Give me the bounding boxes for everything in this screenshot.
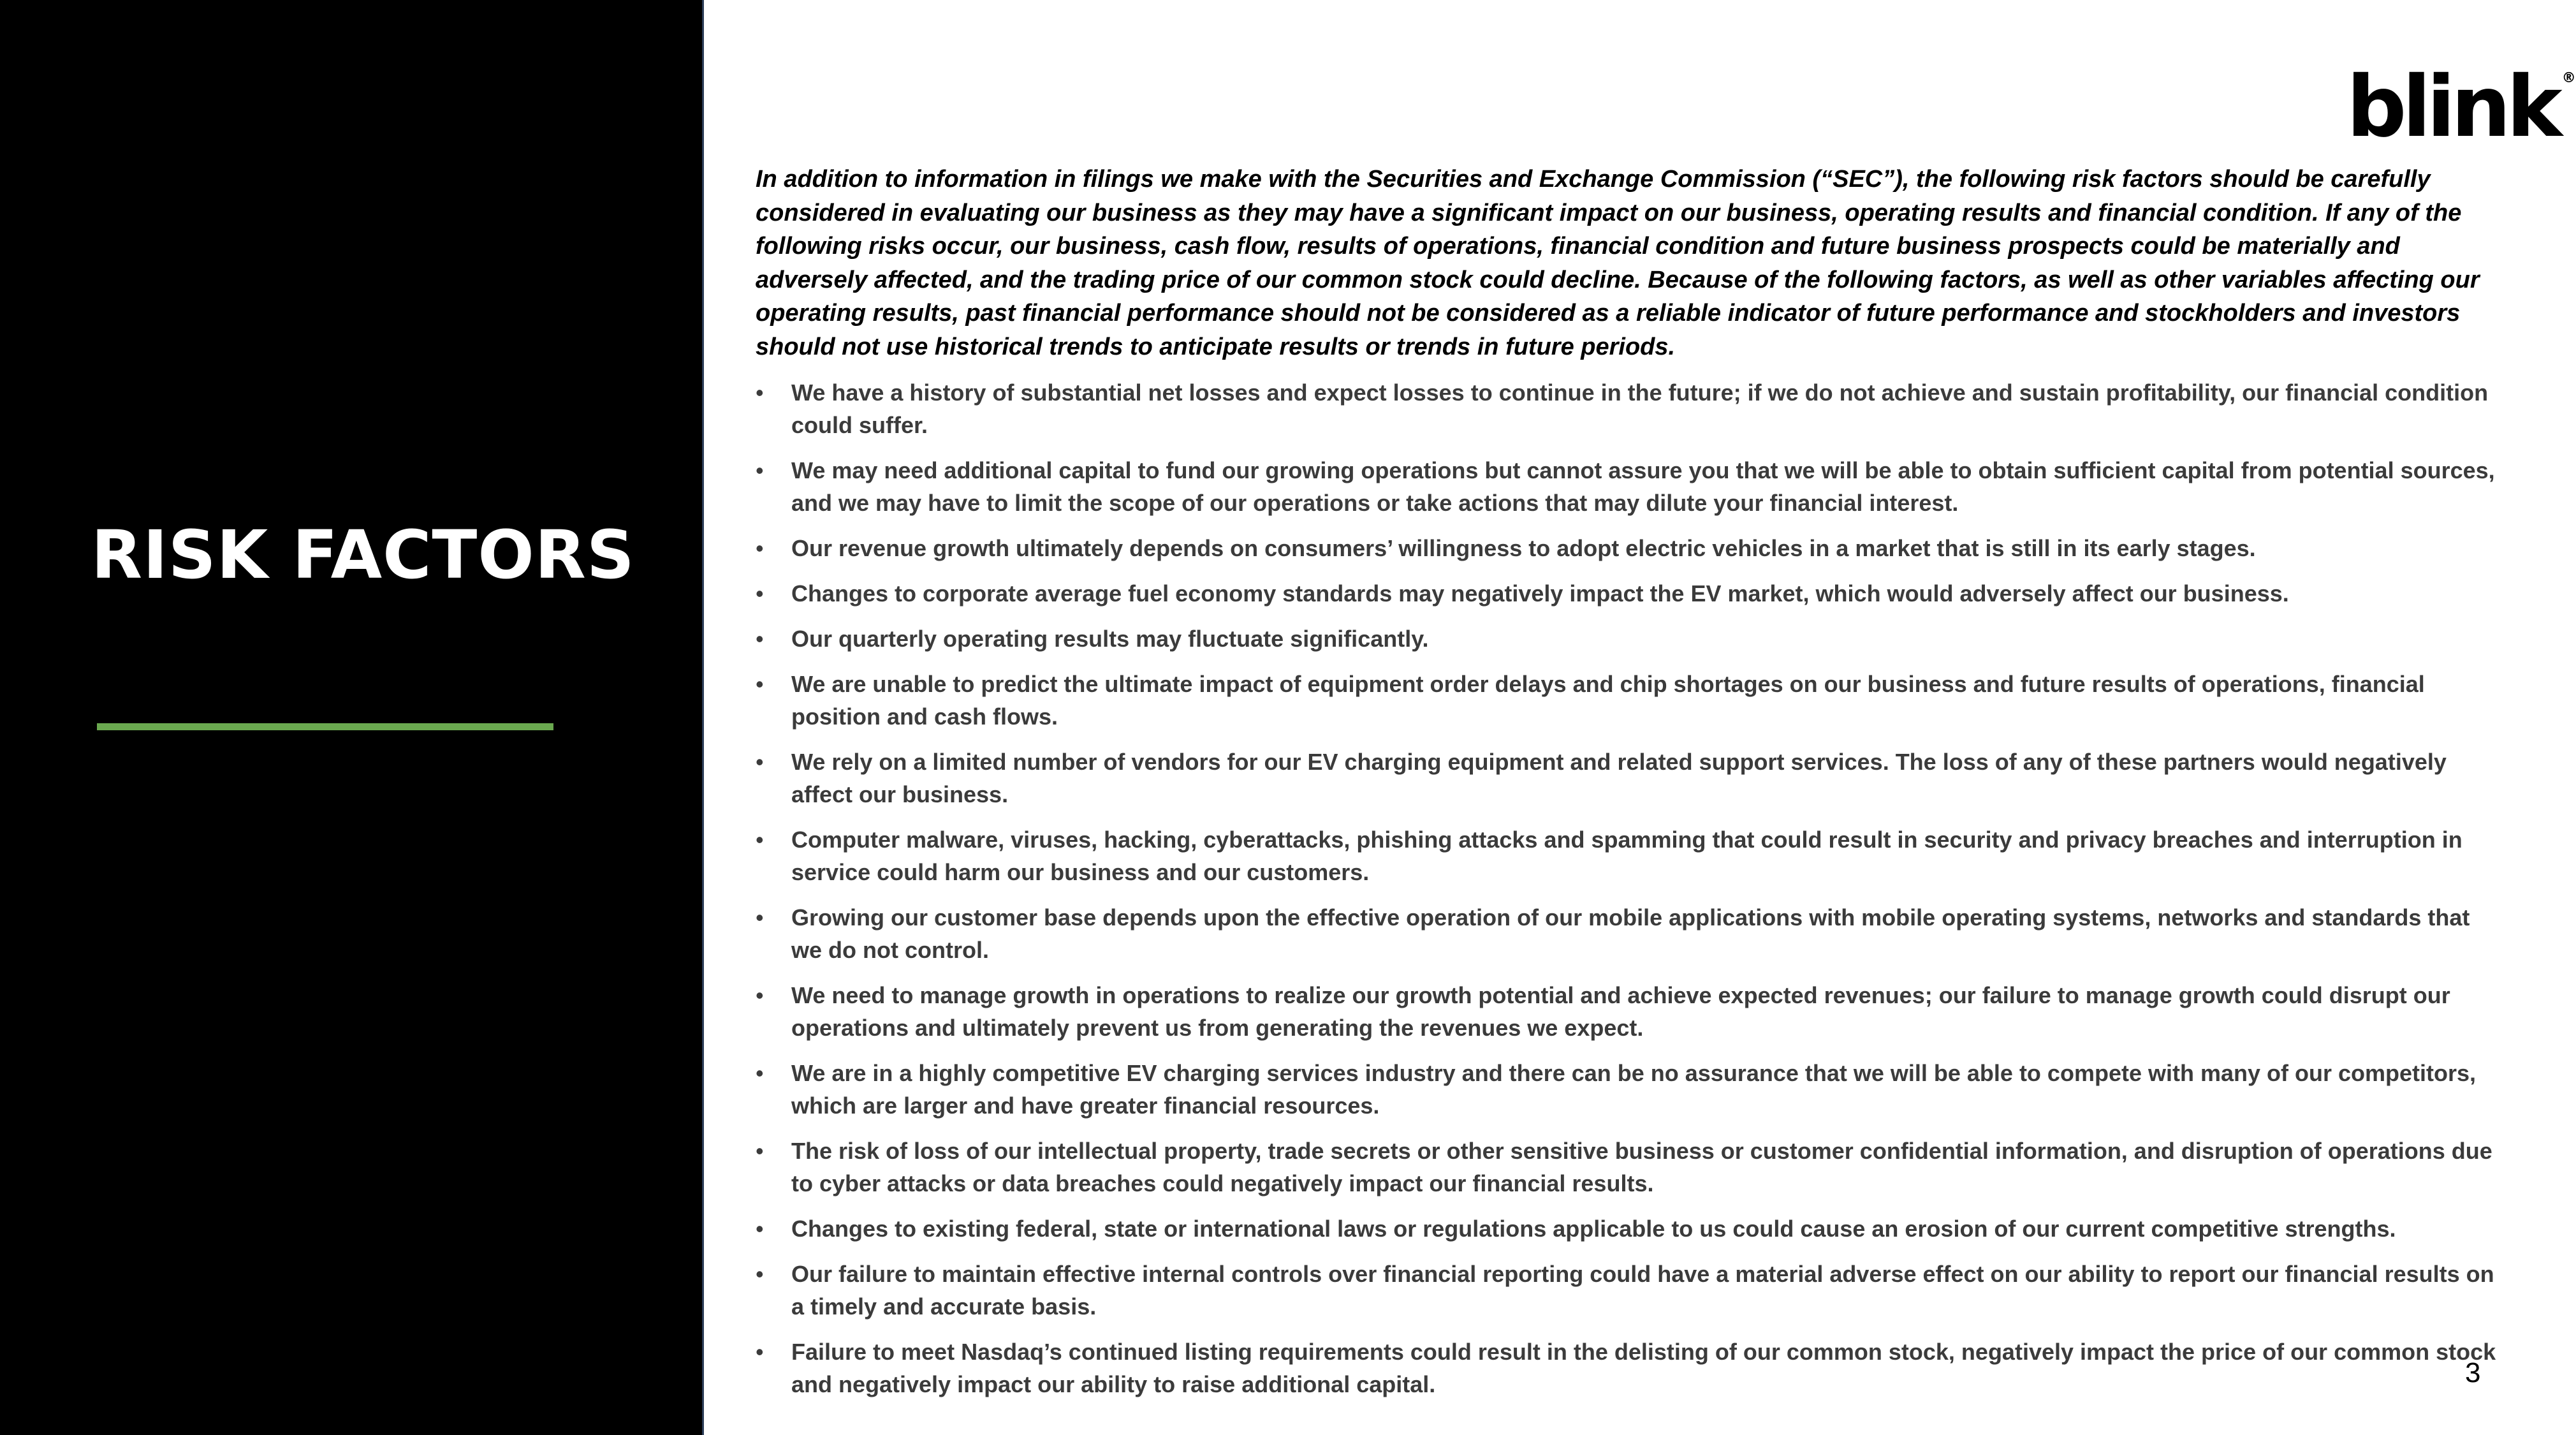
risk-factor-text: Changes to existing federal, state or international laws or regulations applicable to us could cause an erosion of our current competitive strengths.	[791, 1216, 2396, 1242]
risk-factor-text: The risk of loss of our intellectual property, trade secrets or other sensitive business or customer confidential information, and disruption of operations due to cyber attacks or data breaches could negatively impact our financial results.	[791, 1138, 2492, 1196]
main-content	[756, 163, 2503, 1413]
risk-factor-text: Computer malware, viruses, hacking, cyberattacks, phishing attacks and spamming that could result in security and privacy breaches and interruption in service could harm our business and our customers.	[791, 827, 2463, 885]
bullet-icon: •	[756, 1216, 764, 1242]
risk-factor-item	[756, 979, 2503, 1044]
blink-logo	[2346, 58, 2576, 156]
risk-factor-item	[756, 823, 2503, 888]
risk-factor-item	[756, 1212, 2503, 1245]
bullet-icon: •	[756, 457, 764, 483]
left-title-panel	[0, 0, 704, 1435]
risk-factor-text: Failure to meet Nasdaq’s continued listing requirements could result in the delisting of our common stock, negatively impact the price of our common stock and negatively impact our ability to raise additional capital.	[791, 1339, 2496, 1397]
risk-factor-item	[756, 376, 2503, 441]
bullet-icon: •	[756, 827, 764, 853]
risk-factor-item	[756, 1135, 2503, 1200]
logo-wordmark: blink	[2346, 58, 2558, 156]
bullet-icon: •	[756, 1261, 764, 1287]
bullet-icon: •	[756, 904, 764, 931]
risk-factor-item	[756, 746, 2503, 811]
risk-factor-text: We are in a highly competitive EV charging services industry and there can be no assurance that we will be able to compete with many of our competitors, which are larger and have greater financial resources.	[791, 1060, 2477, 1119]
risk-factor-text: We rely on a limited number of vendors for our EV charging equipment and related support services. The loss of any of these partners would negatively affect our business.	[791, 749, 2447, 807]
risk-factor-item	[756, 1057, 2503, 1122]
risk-factor-text: Growing our customer base depends upon the effective operation of our mobile applications with mobile operating systems, networks and standards that we do not control.	[791, 904, 2470, 963]
registered-mark: ®	[2561, 70, 2576, 86]
bullet-icon: •	[756, 580, 764, 607]
risk-factor-text: We are unable to predict the ultimate impact of equipment order delays and chip shortages on our business and future results of operations, financial position and cash flows.	[791, 671, 2425, 730]
page-number: 3	[2465, 1357, 2481, 1388]
risk-factor-text: Our failure to maintain effective internal controls over financial reporting could have a material adverse effect on our ability to report our financial results on a timely and accurate basis.	[791, 1261, 2494, 1320]
section-title: RISK FACTORS	[91, 516, 635, 594]
risk-factor-item	[756, 901, 2503, 966]
bullet-icon: •	[756, 1138, 764, 1164]
risk-factor-item	[756, 454, 2503, 519]
bullet-icon: •	[756, 379, 764, 406]
title-underline	[97, 723, 553, 730]
risk-factor-list	[756, 376, 2503, 1401]
risk-factor-text: Changes to corporate average fuel economy standards may negatively impact the EV market, which would adversely affect our business.	[791, 580, 2289, 607]
risk-factor-text: We have a history of substantial net losses and expect losses to continue in the future; if we do not achieve and sustain profitability, our financial condition could suffer.	[791, 379, 2489, 438]
bullet-icon: •	[756, 749, 764, 775]
risk-factor-text: We need to manage growth in operations to realize our growth potential and achieve expected revenues; our failure to manage growth could disrupt our operations and ultimately prevent us from generating the revenues we expect.	[791, 982, 2450, 1041]
bullet-icon: •	[756, 671, 764, 697]
bullet-icon: •	[756, 535, 764, 561]
risk-factor-text: We may need additional capital to fund our growing operations but cannot assure you that we will be able to obtain sufficient capital from potential sources, and we may have to limit the scope of our operations or take actions that may dilute your financial interest.	[791, 457, 2495, 516]
risk-factor-text: Our quarterly operating results may fluctuate significantly.	[791, 626, 1429, 652]
risk-factor-item	[756, 577, 2503, 610]
bullet-icon: •	[756, 1339, 764, 1365]
bullet-icon: •	[756, 626, 764, 652]
risk-factor-item	[756, 622, 2503, 655]
risk-factor-item	[756, 668, 2503, 733]
risk-factor-text: Our revenue growth ultimately depends on consumers’ willingness to adopt electric vehicles in a market that is still in its early stages.	[791, 535, 2256, 561]
bullet-icon: •	[756, 1060, 764, 1086]
risk-factor-item	[756, 1336, 2503, 1401]
bullet-icon: •	[756, 982, 764, 1008]
risk-factor-item	[756, 1258, 2503, 1323]
intro-paragraph: In addition to information in filings we make with the Securities and Exchange Commission (“SEC”), the following risk factors should be carefully considered in evaluating our business as they may have a significant impact on our business, operating results and financial condition. If any of the following risks occur, our business, cash flow, results of operations, financial condition and future business prospects could be materially and adversely affected, and the trading price of our common stock could decline. Because of the following factors, as well as other variables affecting our operating results, past financial performance should not be considered as a reliable indicator of future performance and stockholders and investors should not use historical trends to anticipate results or trends in future periods.	[756, 166, 2480, 360]
risk-factor-item	[756, 532, 2503, 564]
